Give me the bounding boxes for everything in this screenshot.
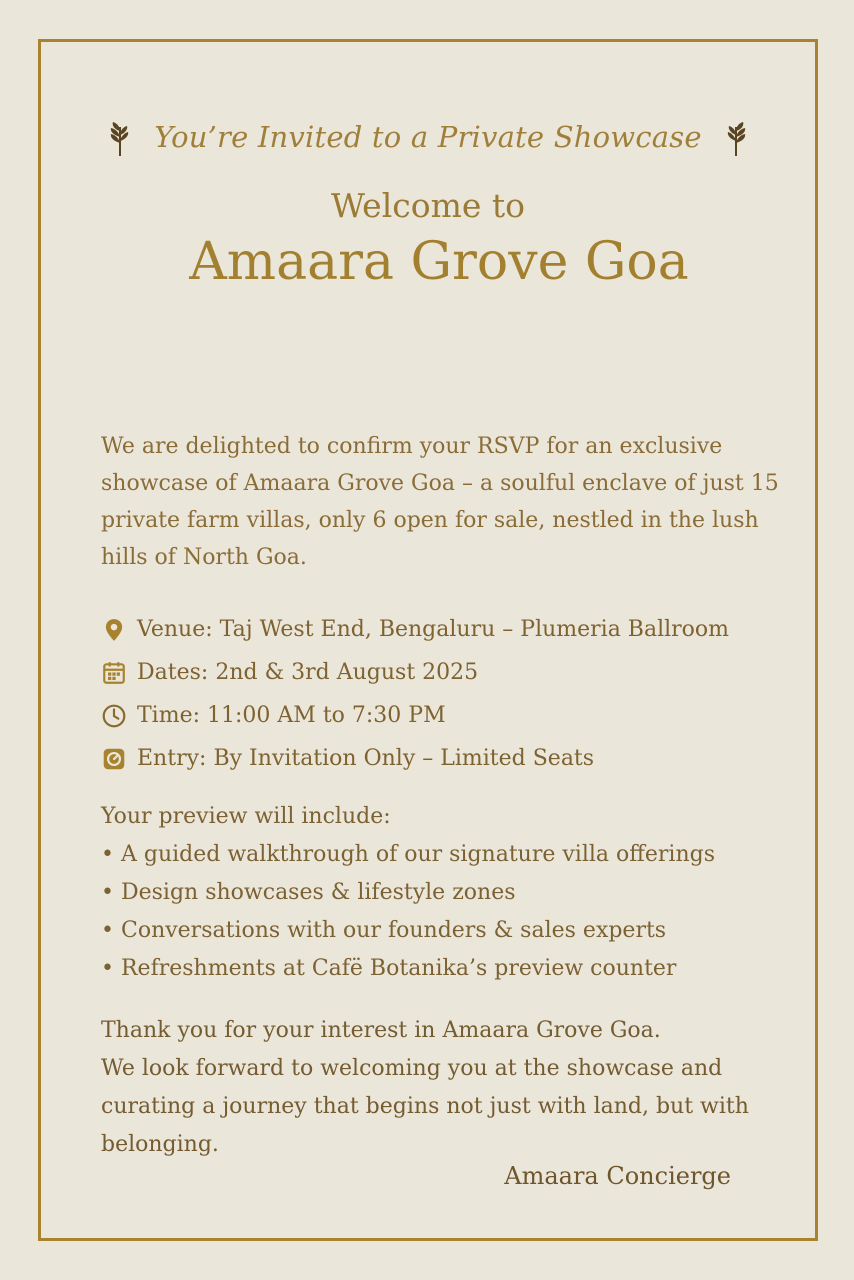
venue-value: Taj West End, Bengaluru – Plumeria Ballroom <box>219 617 730 642</box>
location-pin-icon <box>101 617 127 643</box>
dates-row <box>101 651 801 694</box>
closing-message <box>101 1012 801 1164</box>
list-item: • Design showcases & lifestyle zones <box>101 874 801 912</box>
time-row <box>101 694 801 737</box>
brand-title: Amaara Grove Goa <box>189 232 689 292</box>
preview-section <box>101 798 801 988</box>
venue-label: Venue: <box>137 617 213 642</box>
list-item: • Refreshments at Cafë Botanika’s preview counter <box>101 950 801 988</box>
invitation-card <box>38 39 818 1241</box>
invite-text: You’re Invited to a Private Showcase <box>154 120 702 154</box>
signoff: Amaara Concierge <box>504 1162 731 1190</box>
clock-icon <box>101 703 127 729</box>
dates-label: Dates: <box>137 660 209 685</box>
entry-row <box>101 737 801 780</box>
preview-list <box>101 836 801 988</box>
ticket-icon <box>101 746 127 772</box>
welcome-heading: Welcome to <box>330 186 526 225</box>
intro-paragraph: We are delighted to confirm your RSVP for an exclusive showcase of Amaara Grove Goa – a soulful enclave of just 15 private farm villas, only 6 open for sale, nestled in the lush hills of North Goa. <box>101 434 779 570</box>
entry-value: By Invitation Only – Limited Seats <box>213 746 595 771</box>
list-item: • A guided walkthrough of our signature villa offerings <box>101 836 801 874</box>
closing-line-1: Thank you for your interest in Amaara Grove Goa. <box>101 1018 661 1043</box>
event-details <box>101 608 801 780</box>
closing-line-2: We look forward to welcoming you at the showcase and curating a journey that begins not just with land, but with belonging. <box>101 1056 749 1157</box>
venue-row <box>101 608 801 651</box>
dates-value: 2nd & 3rd August 2025 <box>215 660 479 685</box>
invite-heading <box>41 120 815 157</box>
time-value: 11:00 AM to 7:30 PM <box>207 703 446 728</box>
list-item: • Conversations with our founders & sales experts <box>101 912 801 950</box>
preview-heading: Your preview will include: <box>101 804 391 829</box>
leaf-sprig-icon <box>723 121 749 157</box>
leaf-sprig-icon <box>107 121 133 157</box>
time-label: Time: <box>137 703 201 728</box>
entry-label: Entry: <box>137 746 207 771</box>
calendar-icon <box>101 660 127 686</box>
